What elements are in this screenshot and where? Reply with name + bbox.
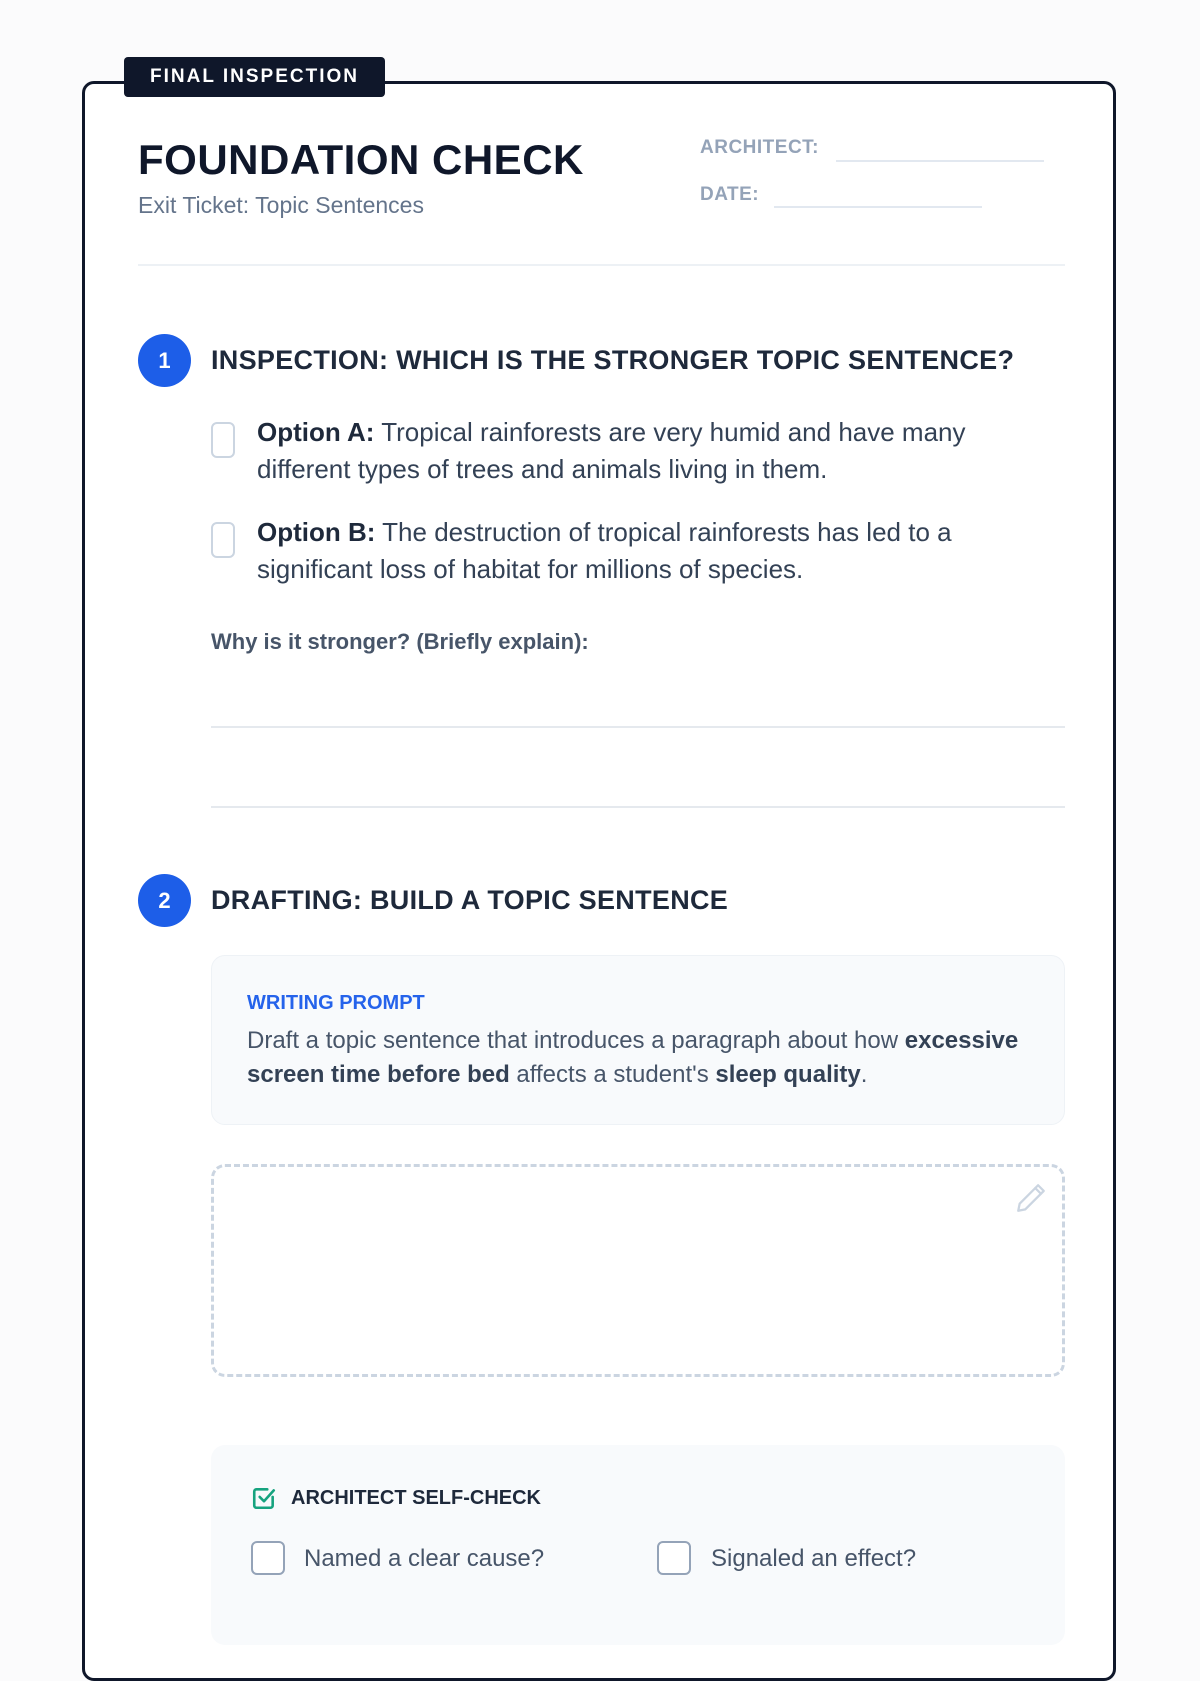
option-b[interactable] xyxy=(211,514,1071,594)
architect-label: ARCHITECT: xyxy=(700,137,819,158)
option-a[interactable] xyxy=(211,414,1071,494)
section-2-number: 2 xyxy=(138,874,191,927)
page-subtitle: Exit Ticket: Topic Sentences xyxy=(138,192,424,218)
answer-line-2[interactable] xyxy=(211,806,1065,808)
section-2-title: DRAFTING: BUILD A TOPIC SENTENCE xyxy=(211,885,729,915)
architect-field[interactable] xyxy=(836,150,1044,162)
writing-prompt-box xyxy=(211,955,1065,1125)
header-divider xyxy=(138,264,1065,266)
check-square-icon xyxy=(251,1485,277,1511)
option-a-checkbox[interactable] xyxy=(211,422,235,458)
self-check-item-effect-label: Signaled an effect? xyxy=(711,1545,917,1572)
section-1-number: 1 xyxy=(138,334,191,387)
worksheet-card xyxy=(82,81,1116,1681)
writing-prompt-text: Draft a topic sentence that introduces a paragraph about how excessive screen time before bed affects a student's sleep quality. xyxy=(247,1027,1019,1088)
final-inspection-tab: FINAL INSPECTION xyxy=(124,57,385,97)
self-check-item-effect-checkbox[interactable] xyxy=(657,1541,691,1575)
self-check-item-cause-checkbox[interactable] xyxy=(251,1541,285,1575)
writing-prompt-label: WRITING PROMPT xyxy=(247,992,425,1014)
why-stronger-label: Why is it stronger? (Briefly explain): xyxy=(211,629,589,654)
option-b-text: Option B: The destruction of tropical rainforests has led to a significant loss of habitat for millions of species. xyxy=(257,517,952,584)
pencil-icon xyxy=(1014,1181,1048,1215)
draft-answer-area[interactable] xyxy=(211,1164,1065,1377)
self-check-title: ARCHITECT SELF-CHECK xyxy=(291,1487,541,1509)
option-a-text: Option A: Tropical rainforests are very humid and have many different types of trees and animals living in them. xyxy=(257,417,966,484)
date-label: DATE: xyxy=(700,184,760,205)
answer-line-1[interactable] xyxy=(211,726,1065,728)
page-title: FOUNDATION CHECK xyxy=(138,136,584,183)
option-b-checkbox[interactable] xyxy=(211,522,235,558)
self-check-panel xyxy=(211,1445,1065,1645)
self-check-item-cause-label: Named a clear cause? xyxy=(304,1545,545,1572)
section-1-title: INSPECTION: WHICH IS THE STRONGER TOPIC SENTENCE? xyxy=(211,345,1015,375)
date-field[interactable] xyxy=(774,196,982,208)
